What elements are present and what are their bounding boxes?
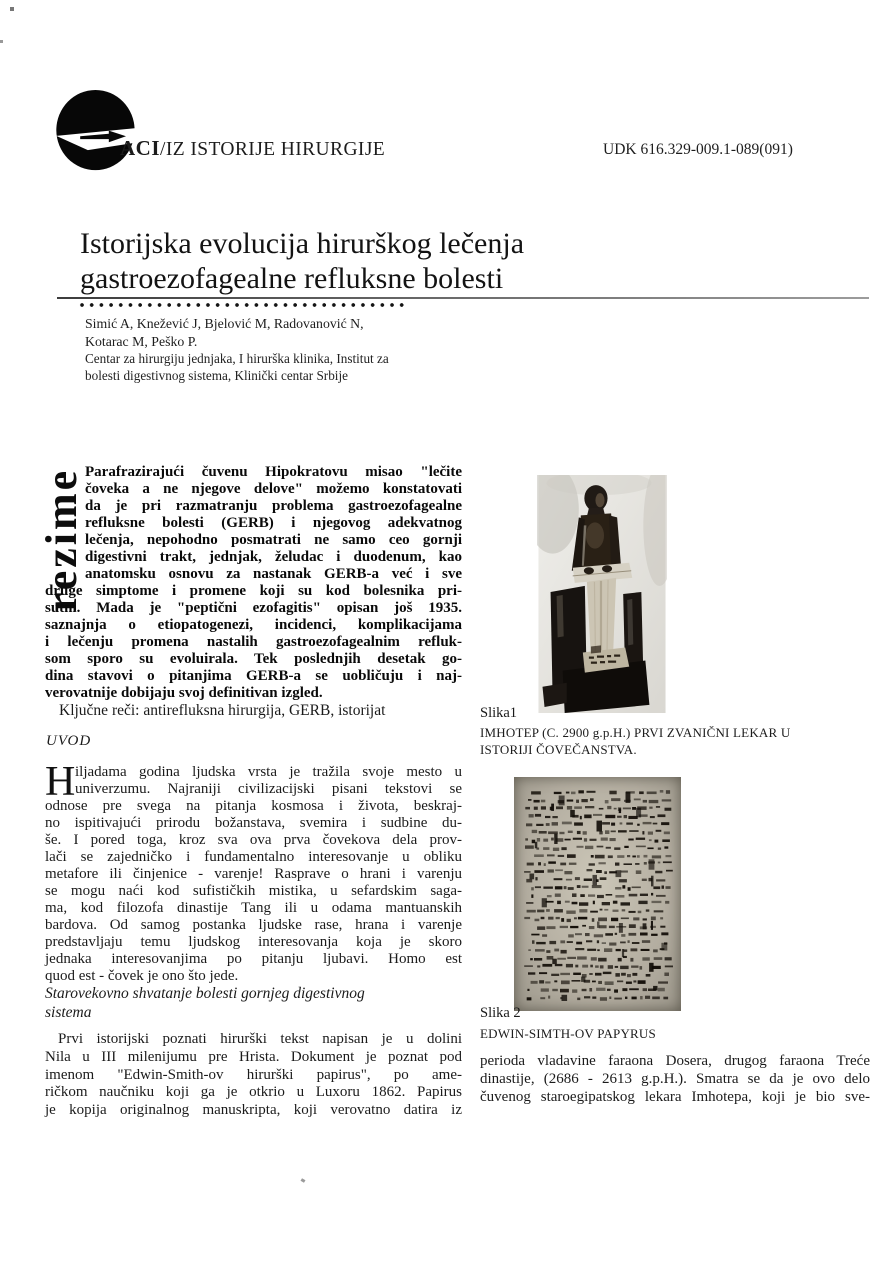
article-title [80,226,524,296]
scan-speck [0,40,3,43]
text-line: refluksne bolesti (GERB) i njegovog adekvatnog [85,515,462,531]
text-line: še. I pored toga, kroz sva ova prva čovekova dela prov- [45,832,462,848]
text-line: lači se zajedničko i fundamentalno interesovanje u obliku [45,849,462,865]
text-line: i lečenju promena nastalih gastroezofagealnim refluk- [45,634,462,650]
figure1-caption [480,724,790,758]
text-line: odnose pre svega na pitanja kosmosa i života, beskraj- [45,798,462,814]
title-separator-line [57,297,869,299]
scan-speck [301,1178,306,1183]
text-line: verovatnije dobijaju svoj definitivan izgled. [45,685,323,701]
text-line: čoveka a ne njegove delove" možemo konstatovati [85,481,462,497]
author-list [85,315,364,350]
text-line: Nila u III milenijumu pre Hrista. Dokument je poznat pod [45,1048,462,1065]
edwin-smith-papyrus-photo [514,777,681,1011]
text-line: Parafrazirajući čuvenu Hipokratovu misao "lečite [85,464,462,480]
text-line: iljadama godina ljudska vrsta je tražila svoje mesto u [75,764,462,780]
text-line: imenom "Edwin-Smith-ov hirurški papirus", po ame- [45,1066,462,1083]
text-line: som sporo su evoluirala. Tek poslednjih desetak go- [45,651,462,667]
text-line: sutni. Mada je "peptični ezofagitis" opisan još 1935. [45,600,462,616]
figure1-caption-line2: ISTORIJI ČOVEČANSTVA. [480,742,637,757]
author-line: Kotarac M, Peško P. [85,333,198,349]
section-heading [45,985,365,1022]
abstract-text [45,464,462,702]
imhotep-statue-photo [537,475,667,713]
figure1-caption-line1: IMHOTEP (C. 2900 g.p.H.) PRVI ZVANIČNI LEKAR U [480,725,791,740]
text-line: predstavljaju temu ljudskog interesovanja koja je skoro [45,934,462,950]
section-heading-line1: Starovekovno shvatanje bolesti gornjeg digestivnog [45,985,365,1002]
text-line: anatomsku osnovu za nastanak GERB-a već i sve [85,566,462,582]
article-title-line2: gastroezofagealne refluksne bolesti [80,262,504,295]
text-line: saznajnja o etiopatogenezi, incidenci, komplikacijama [45,617,462,633]
text-line: perioda vladavine faraona Dosera, drugog faraona Treće [480,1053,870,1069]
text-line: druge simptome i promene koji su kod bolesnika pri- [45,583,462,599]
affiliation [85,351,389,385]
papyrus-script-texture [514,777,681,1011]
continuation-paragraph [480,1052,870,1107]
text-line: se mogu naći kod sufističkih mistika, u sefardskim saga- [45,883,462,899]
figure1-label: Slika1 [480,705,518,721]
text-line: bardova. Od samog postanka ljudske rase, hrana i varenje [45,917,462,933]
intro-paragraph [45,759,462,985]
journal-acronym: ACI [120,136,161,160]
section-paragraph [45,1031,462,1120]
journal-logo-icon [55,90,155,174]
intro-dropcap: H [45,759,76,805]
author-line: Simić A, Knežević J, Bjelović M, Radovanović N, [85,316,364,331]
text-line: Prvi istorijski poznati hirurški tekst napisan je u dolini [58,1031,462,1047]
text-line: čuvenog staroegipatskog lekara Imhotepa, koji je bio sve- [480,1089,870,1106]
title-dotted-underline [78,301,408,309]
figure2-label: Slika 2 [480,1005,521,1021]
affiliation-line: Centar za hirurgiju jednjaka, I hirurška klinika, Institut za [85,351,389,366]
text-line: je kopija originalnog manuskripta, koji verovatno datira iz [45,1102,462,1119]
journal-section-title: /IZ ISTORIJE HIRURGIJE [160,139,386,160]
text-line: da je pri razmatranju problema gastroezofagealne [85,498,462,514]
scan-speck [10,7,14,11]
text-line: no ispitivajući prirodu božanstava, svemira i sudbine du- [45,815,462,831]
text-line: digestivni trakt, jednjak, želudac i duodenum, kao [85,549,462,565]
abstract-label: rezime [37,467,86,613]
text-line: dinastije, (2686 - 2613 g.p.H.). Smatra se da je ovo delo [480,1071,870,1088]
article-title-line1: Istorijska evolucija hirurškog lečenja [80,227,525,260]
journal-section-header [120,136,385,161]
keywords-line: Ključne reči: antirefluksna hirurgija, GERB, istorijat [59,702,386,719]
affiliation-line: bolesti digestivnog sistema, Klinički centar Srbije [85,367,348,383]
text-line: jednaka interesovanjima po pitanju ljubavi. Homo est [45,951,462,967]
text-line: ma, kod filozofa dinastije Tang ili u odama mantuanskih [45,900,462,916]
text-line: lečenja, nepohodno posmatrati ne samo ceo gornji [85,532,462,548]
intro-heading: UVOD [46,733,92,749]
udk-number: UDK 616.329-009.1-089(091) [603,141,793,158]
text-line: metafore ili činjenice - varenje! Rasprave o hrani i varenju [45,866,462,882]
text-line: quod est - čovek je ono što jede. [45,968,239,984]
figure2-caption: EDWIN-SIMTH-OV PAPYRUS [480,1026,656,1041]
text-line: ričkom naučniku koji ga je otkrio u Luxoru 1862. Papirus [45,1084,462,1101]
text-line: dina stavovi o pitanjima GERB-a se uobličuju i naj- [45,668,462,684]
text-line: univerzumu. Najraniji civilizacijski pisani tekstovi se [75,781,462,797]
section-heading-line2: sistema [45,1003,92,1021]
